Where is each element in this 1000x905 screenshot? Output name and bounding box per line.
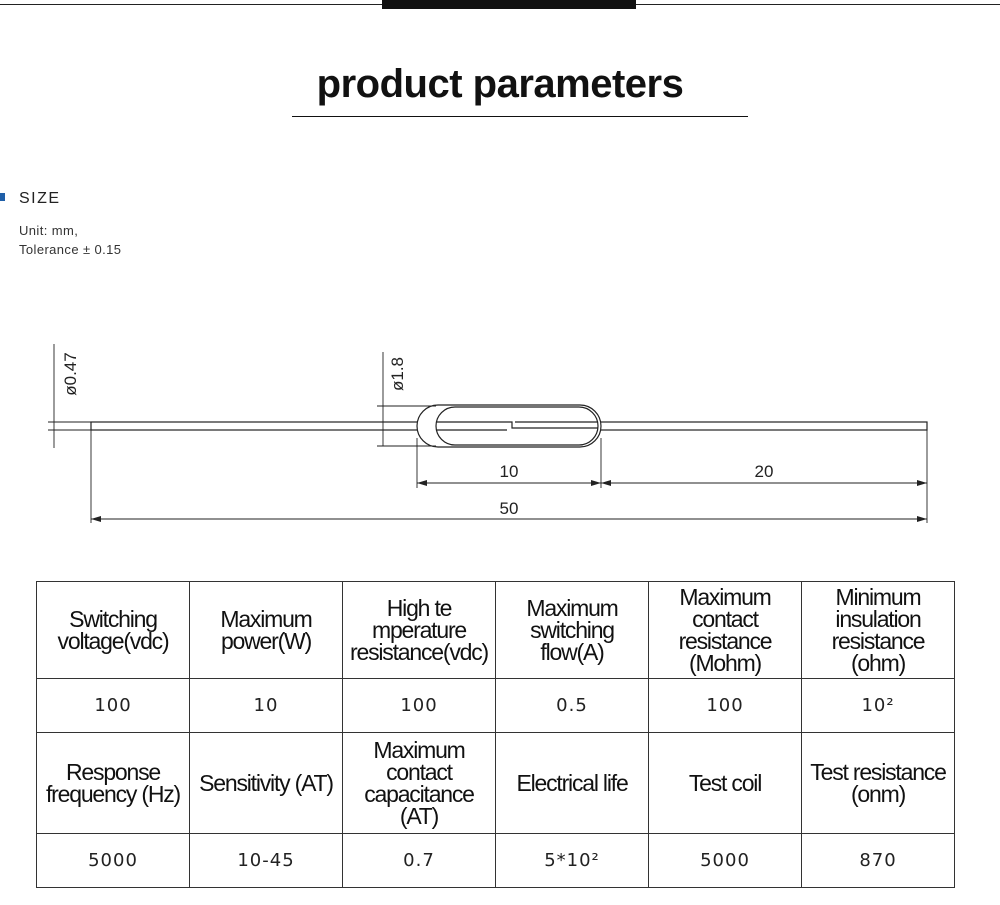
glass-body-inner [436,407,598,445]
title-underline [292,116,748,117]
body-diameter-label: ø1.8 [388,356,407,392]
table-value-cell: 5000 [37,834,190,888]
unit-text: Unit: mm, [19,223,79,238]
table-value-cell: 10 [190,679,343,733]
reed-switch-dimension-drawing [0,330,1000,530]
size-section-label: SIZE [19,190,61,207]
table-header-cell: Test resistance (onm) [802,733,955,834]
table-header-row [37,733,955,834]
lead-diameter-label: ø0.47 [61,352,80,396]
body-length-label: 10 [499,462,519,481]
table-row [37,834,955,888]
table-header-cell: Electrical life [496,733,649,834]
table-row [37,679,955,733]
parameters-table [36,581,955,888]
table-header-cell: High te mperature resistance(vdc) [343,582,496,679]
page-title: product parameters [316,62,684,106]
lead-length-label: 20 [754,462,774,481]
table-value-cell: 0.5 [496,679,649,733]
table-value-cell: 10-45 [190,834,343,888]
section-marker-icon [0,193,5,201]
table-value-cell: 870 [802,834,955,888]
table-header-cell: Maximum power(W) [190,582,343,679]
table-header-cell: Maximum contact resistance (Mohm) [649,582,802,679]
table-value-cell: 5*10² [496,834,649,888]
table-header-cell: Test coil [649,733,802,834]
table-value-cell: 100 [343,679,496,733]
table-header-cell: Minimum insulation resistance (ohm) [802,582,955,679]
table-value-cell: 10² [802,679,955,733]
table-value-cell: 100 [649,679,802,733]
total-length-label: 50 [499,499,519,518]
table-header-cell: Maximum switching flow(A) [496,582,649,679]
table-value-cell: 100 [37,679,190,733]
table-value-cell: 5000 [649,834,802,888]
tolerance-text: Tolerance ± 0.15 [19,242,122,257]
table-header-cell: Sensitivity (AT) [190,733,343,834]
table-header-cell: Switching voltage(vdc) [37,582,190,679]
table-header-cell: Maximum contact capacitance (AT) [343,733,496,834]
table-header-row [37,582,955,679]
table-header-cell: Response frequency (Hz) [37,733,190,834]
top-accent-bar [382,0,636,9]
table-value-cell: 0.7 [343,834,496,888]
